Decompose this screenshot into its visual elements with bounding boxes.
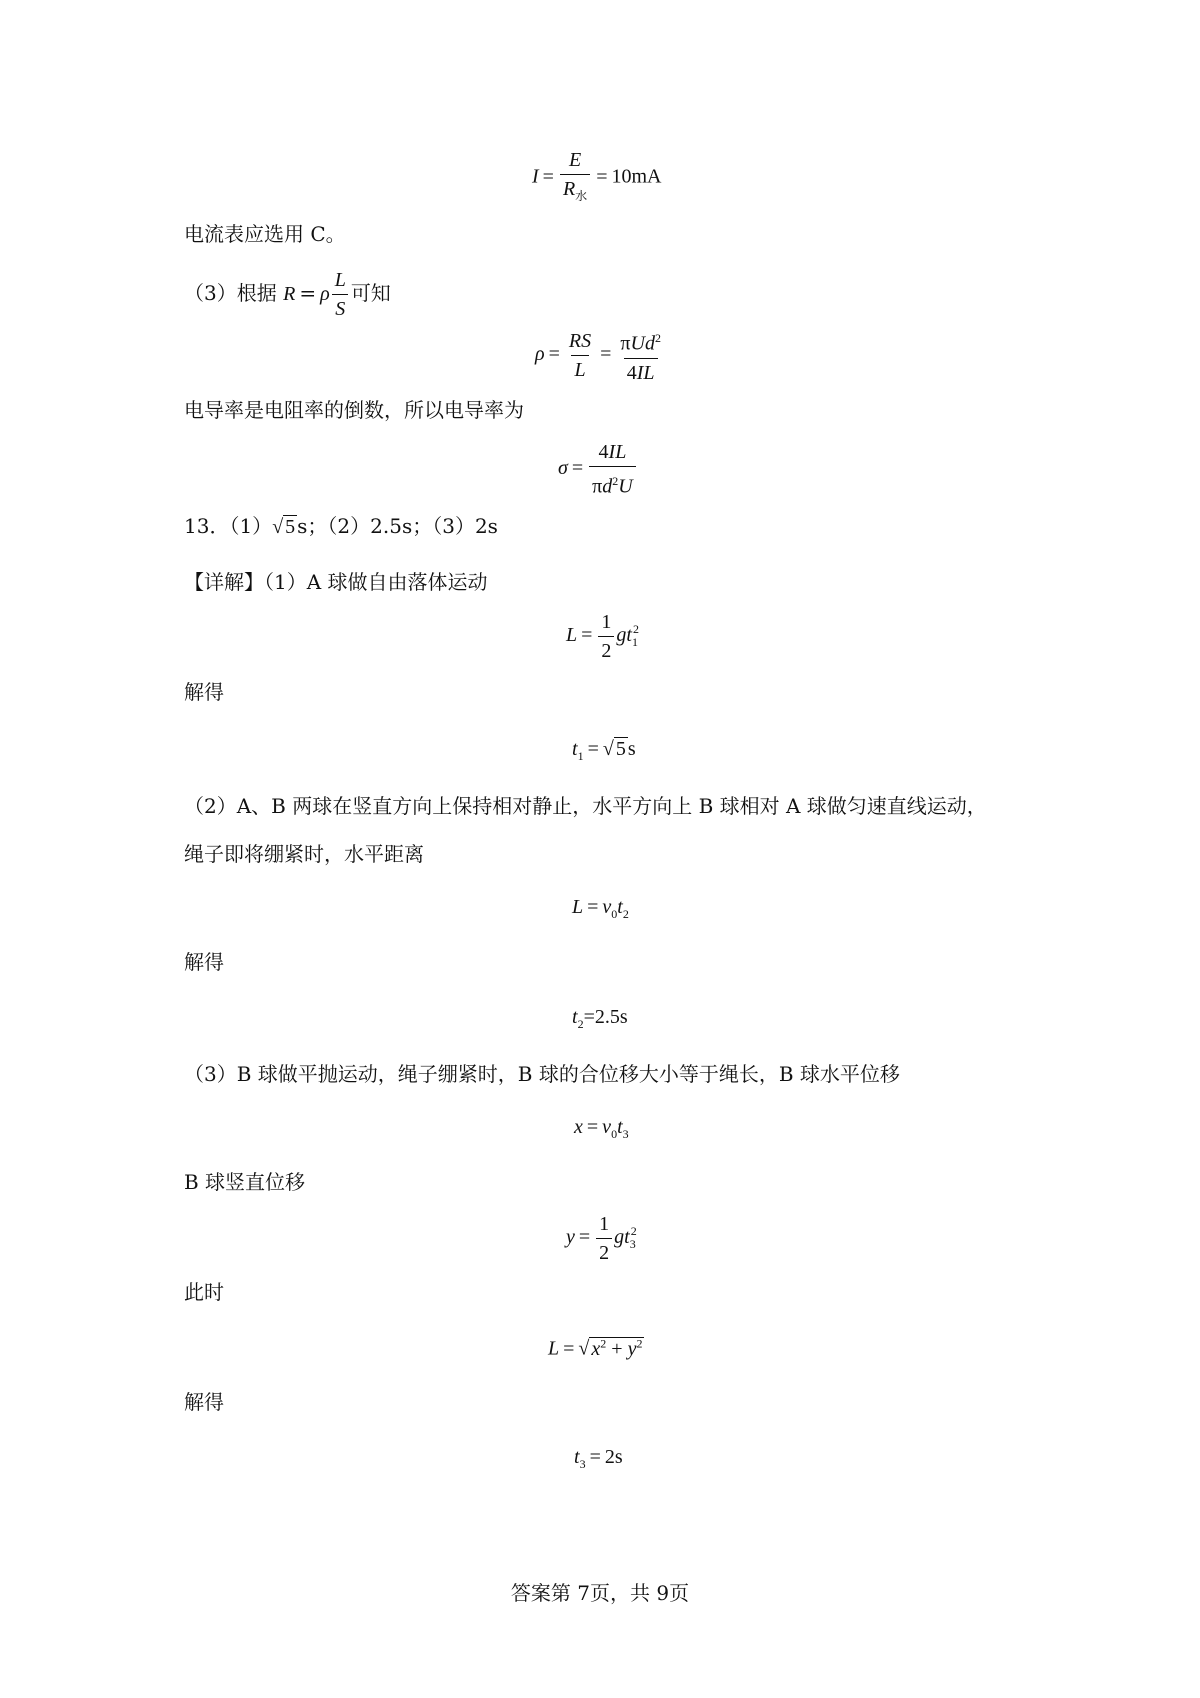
equation-conductivity: σ = $\frac{4IL}{\pi d^2U}$ [558, 440, 638, 499]
text-part2-line1: （2）A、B 两球在竖直方向上保持相对静止，水平方向上 B 球相对 A 球做匀速直线运动， [184, 794, 987, 818]
text-detail: 【详解】（1）A 球做自由落体运动 [184, 570, 488, 594]
text-part2-line2: 绳子即将绷紧时，水平距离 [184, 842, 424, 866]
equation-x: $x = v_0t_3$ [574, 1116, 629, 1141]
equation-current: I = $\frac{E}{R_水}$ = 10mA [532, 148, 661, 208]
text-vertical: B 球竖直位移 [184, 1170, 306, 1194]
equation-horizontal-distance: $L = v_0t_2$ [572, 896, 629, 921]
text-now: 此时 [184, 1280, 224, 1304]
text-solve-3: 解得 [184, 1390, 224, 1414]
text-current-choice: 电流表应选用 C。 [184, 222, 346, 246]
text-conductivity: 电导率是电阻率的倒数，所以电导率为 [184, 398, 524, 422]
text-part3: （3）B 球做平抛运动，绳子绷紧时，B 球的合位移大小等于绳长，B 球水平位移 [184, 1062, 900, 1086]
equation-t1: $t_1$ = √ 5 s [572, 738, 636, 763]
equation-resistivity: ρ = $\frac{RS}{L}$ = $\frac{\pi Ud^2}{4IL}$ [535, 329, 661, 384]
text-step3: （3）根据 R = ρ $\frac{L}{S}$ 可知 [184, 269, 391, 320]
equation-y: y = $\frac{1}{2}$ $gt_3^2$ [566, 1213, 637, 1264]
text-solve-2: 解得 [184, 950, 224, 974]
equation-rope-length: L = √ $x^2 + y^2$ [548, 1336, 643, 1360]
page-footer: 答案第 7页，共 9页 [510, 1581, 690, 1605]
equation-t2: $t_2=2.5s$ [572, 1006, 628, 1031]
text-q13-answers: 13．（1）√ 5 s；（2）2.5s；（3）2s [184, 514, 498, 538]
equation-t3: $t_3 = 2s$ [574, 1446, 623, 1471]
equation-free-fall: L = $\frac{1}{2}$ $gt_1^2$ [566, 611, 639, 662]
text-solve-1: 解得 [184, 680, 224, 704]
